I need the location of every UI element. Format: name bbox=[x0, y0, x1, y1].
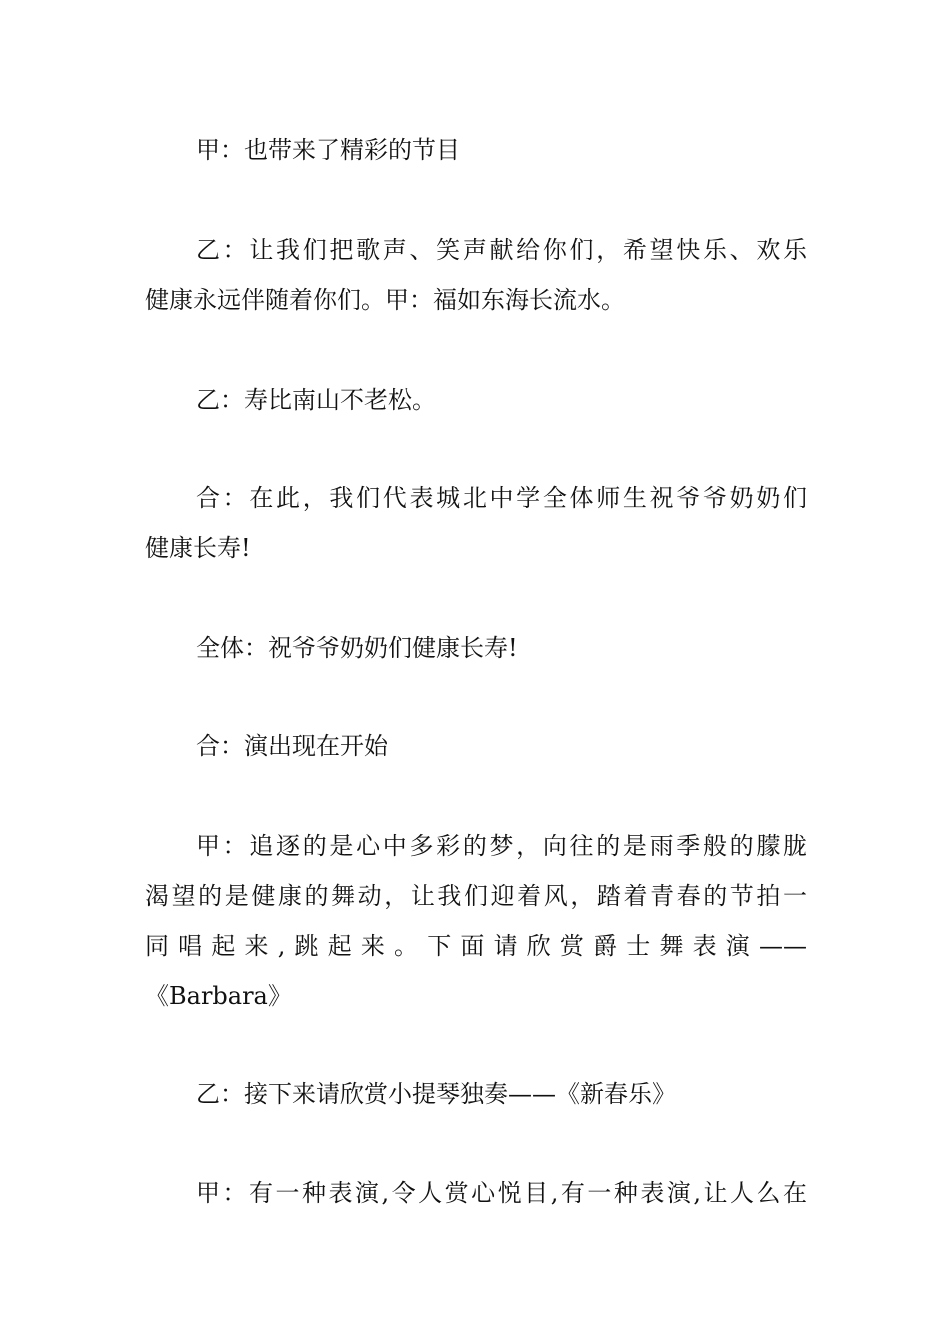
paragraph-line: 合：演出现在开始 bbox=[196, 732, 388, 760]
paragraph-line: 甲：也带来了精彩的节目 bbox=[196, 136, 460, 164]
paragraph-line: 甲：有一种表演,令人赏心悦目,有一种表演,让人么在 bbox=[196, 1179, 807, 1207]
paragraph-line: 乙：让我们把歌声、笑声献给你们，希望快乐、欢乐 bbox=[196, 236, 807, 264]
paragraph-line: 合：在此，我们代表城北中学全体师生祝爷爷奶奶们 bbox=[196, 484, 807, 512]
paragraph-8 bbox=[145, 1076, 807, 1112]
paragraph-7 bbox=[145, 828, 807, 1014]
paragraph-line: 渴望的是健康的舞动，让我们迎着风，踏着青春的节拍一 bbox=[145, 882, 807, 910]
paragraph-line: 全体：祝爷爷奶奶们健康长寿! bbox=[196, 634, 518, 662]
paragraph-line: 同唱起来,跳起来。下面请欣赏爵士舞表演—— bbox=[145, 932, 807, 960]
paragraph-line: 甲：追逐的是心中多彩的梦，向往的是雨季般的朦胧 bbox=[196, 832, 807, 860]
paragraph-1 bbox=[145, 132, 807, 168]
paragraph-line: 《Barbara》 bbox=[145, 982, 292, 1010]
paragraph-5 bbox=[145, 630, 807, 666]
paragraph-line: 健康永远伴随着你们。甲：福如东海长流水。 bbox=[145, 286, 625, 314]
paragraph-line: 乙：寿比南山不老松。 bbox=[196, 386, 436, 414]
paragraph-line: 健康长寿! bbox=[145, 534, 251, 562]
paragraph-2 bbox=[145, 232, 807, 318]
paragraph-6 bbox=[145, 728, 807, 764]
paragraph-line: 乙：接下来请欣赏小提琴独奏——《新春乐》 bbox=[196, 1080, 676, 1108]
paragraph-9 bbox=[145, 1175, 807, 1211]
paragraph-3 bbox=[145, 382, 807, 418]
paragraph-4 bbox=[145, 480, 807, 566]
